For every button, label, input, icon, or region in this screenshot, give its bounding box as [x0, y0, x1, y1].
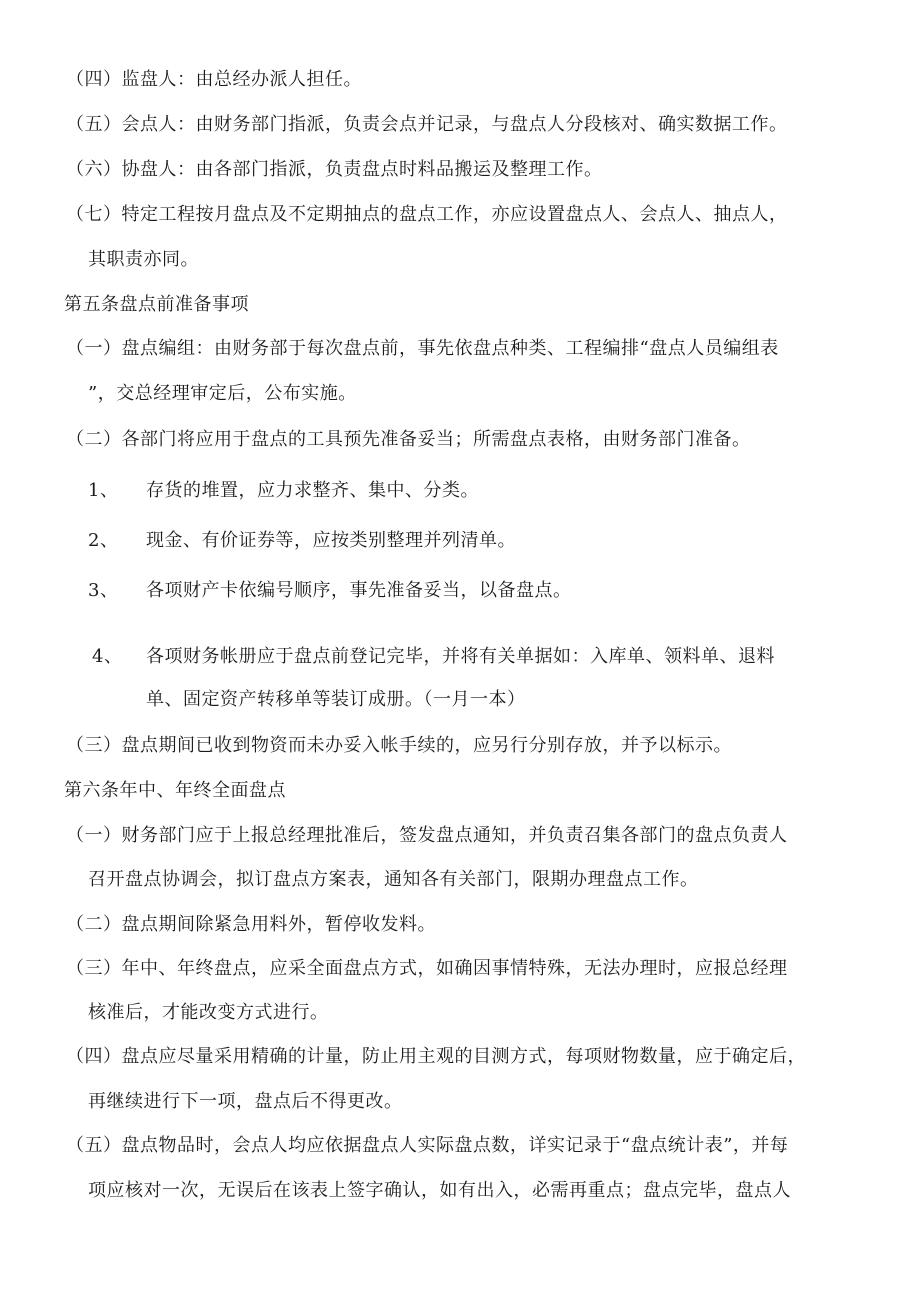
text-line: 再继续进行下一项，盘点后不得更改。	[88, 1091, 403, 1112]
text-line: （七）特定工程按月盘点及不定期抽点的盘点工作，亦应设置盘点人、会点人、抽点人，	[66, 204, 788, 225]
list-item-text: 现金、有价证券等，应按类别整理并列清单。	[146, 530, 516, 551]
text-line: （四）监盘人：由总经办派人担任。	[66, 69, 362, 90]
text-line: （二）盘点期间除紧急用料外，暂停收发料。	[66, 914, 436, 935]
list-number: 2、	[88, 530, 119, 551]
list-item	[92, 645, 775, 669]
text-line: 项应核对一次，无误后在该表上签字确认，如有出入，必需再重点；盘点完毕，盘点人	[88, 1180, 791, 1201]
list-number: 1、	[88, 480, 119, 501]
text-line: （六）协盘人：由各部门指派，负责盘点时料品搬运及整理工作。	[66, 159, 603, 180]
list-item-text: 存货的堆置，应力求整齐、集中、分类。	[146, 480, 479, 501]
text-line: （四）盘点应尽量采用精确的计量，防止用主观的目测方式，每项财物数量，应于确定后，	[66, 1046, 806, 1067]
text-line: （三）盘点期间已收到物资而未办妥入帐手续的，应另行分别存放，并予以标示。	[66, 735, 732, 756]
list-number: 4、	[92, 646, 123, 667]
list-item-text: 各项财务帐册应于盘点前登记完毕，并将有关单据如：入库单、领料单、退料	[146, 646, 775, 667]
text-line: 召开盘点协调会，拟订盘点方案表，通知各有关部门，限期办理盘点工作。	[88, 869, 699, 890]
section-heading: 第六条年中、年终全面盘点	[64, 780, 286, 801]
list-item	[88, 529, 516, 553]
text-line: （一）财务部门应于上报总经理批准后，签发盘点通知，并负责召集各部门的盘点负责人	[66, 825, 788, 846]
text-line: 其职责亦同。	[88, 249, 199, 270]
text-line: ”，交总经理审定后，公布实施。	[88, 383, 357, 404]
text-line: （三）年中、年终盘点，应采全面盘点方式，如确因事情特殊，无法办理时，应报总经理	[66, 958, 788, 979]
text-line: （二）各部门将应用于盘点的工具预先准备妥当；所需盘点表格，由财务部门准备。	[66, 429, 751, 450]
text-line: 核准后，才能改变方式进行。	[88, 1002, 329, 1023]
list-item	[88, 479, 479, 503]
text-line: （一）盘点编组：由财务部于每次盘点前，事先依盘点种类、工程编排“盘点人员编组表	[66, 338, 779, 359]
text-line: 单、固定资产转移单等装订成册。（一月一本）	[146, 689, 526, 710]
list-item-text: 各项财产卡依编号顺序，事先准备妥当，以备盘点。	[146, 580, 572, 601]
list-item	[88, 579, 572, 603]
section-heading: 第五条盘点前准备事项	[64, 294, 249, 315]
text-line: （五）盘点物品时，会点人均应依据盘点人实际盘点数，详实记录于“盘点统计表”，并每	[66, 1135, 789, 1156]
list-number: 3、	[88, 580, 119, 601]
text-line: （五）会点人：由财务部门指派，负责会点并记录，与盘点人分段核对、确实数据工作。	[66, 114, 788, 135]
